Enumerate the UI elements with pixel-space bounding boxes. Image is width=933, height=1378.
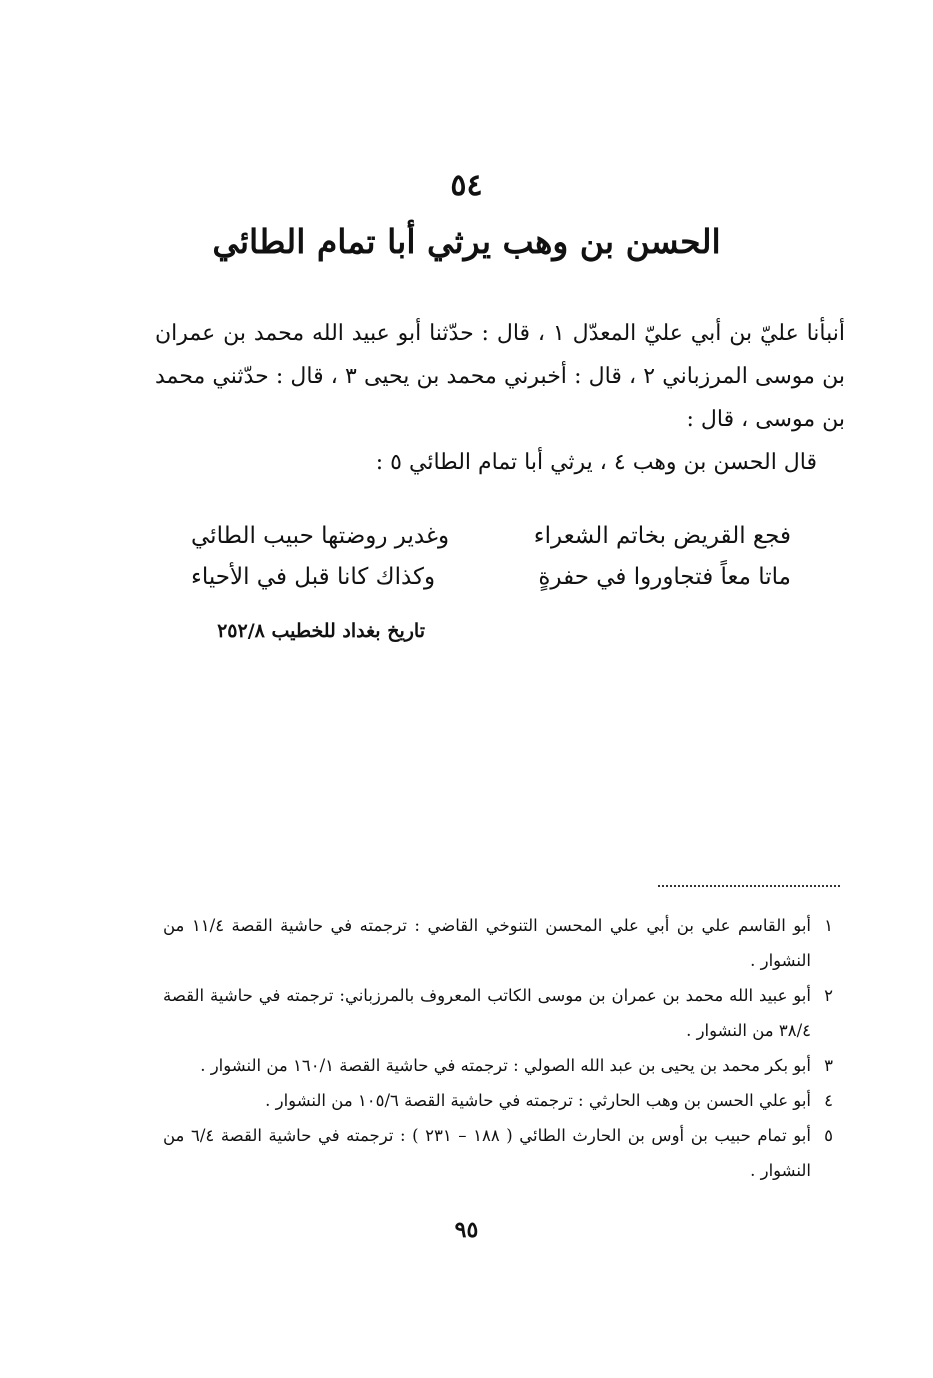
footnote-number: ٢ xyxy=(824,986,833,1005)
source-citation: تاريخ بغداد للخطيب ٢٥٢/٨ xyxy=(217,620,425,642)
story-title: الحسن بن وهب يرثي أبا تمام الطائي xyxy=(212,222,721,261)
footnote-number: ٥ xyxy=(824,1126,833,1145)
footnote-text: أبو القاسم علي بن أبي علي المحسن التنوخي القاضي : ترجمته في حاشية القصة ١١/٤ من النشوار . xyxy=(163,916,811,970)
isnad-paragraph: أنبأنا عليّ بن أبي عليّ المعدّل ١ ، قال : حدّثنا أبو عبيد الله محمد بن عمران بن موسى المرزباني ٢ ، قال : أخبرني محمد بن يحيى ٣ ، قال : حدّثني محمد بن موسى ، قال : xyxy=(155,321,845,432)
verse-second-hemistich: وغدير روضتها حبيب الطائي xyxy=(191,523,450,549)
footnote-number: ٣ xyxy=(824,1056,833,1075)
poem xyxy=(191,516,791,598)
footnote-text: أبو تمام حبيب بن أوس بن الحارث الطائي ( ١٨٨ – ٢٣١ ) : ترجمته في حاشية القصة ٦/٤ من النشوار . xyxy=(163,1126,811,1180)
footnote-text: أبو عبيد الله محمد بن عمران بن موسى الكاتب المعروف بالمرزباني: ترجمته في حاشية القصة ٣٨/٤ من النشوار . xyxy=(163,986,811,1040)
footnote xyxy=(163,908,833,978)
footnote xyxy=(163,1048,833,1083)
footnote xyxy=(163,1083,833,1118)
verse xyxy=(191,557,791,598)
verse-first-hemistich: فجع القريض بخاتم الشعراء xyxy=(533,523,791,549)
footnote-divider xyxy=(658,885,840,887)
footnote xyxy=(163,1118,833,1188)
verse xyxy=(191,516,791,557)
isnad-block xyxy=(155,312,845,484)
footnotes xyxy=(163,908,833,1188)
verse-first-hemistich: ماتا معاً فتجاوروا في حفرةٍ xyxy=(538,564,791,590)
verse-second-hemistich: وكذاك كانا قبل في الأحياء xyxy=(191,564,436,590)
footnote xyxy=(163,978,833,1048)
story-number: ٥٤ xyxy=(450,168,483,203)
poem-intro: قال الحسن بن وهب ٤ ، يرثي أبا تمام الطائي ٥ : xyxy=(375,450,817,475)
footnote-text: أبو علي الحسن بن وهب الحارثي : ترجمته في حاشية القصة ١٠٥/٦ من النشوار . xyxy=(265,1091,811,1110)
footnote-number: ٤ xyxy=(824,1091,833,1110)
footnote-number: ١ xyxy=(824,916,833,935)
footnote-text: أبو بكر محمد بن يحيى بن عبد الله الصولي : ترجمته في حاشية القصة ١٦٠/١ من النشوار . xyxy=(200,1056,811,1075)
page-number: ٩٥ xyxy=(454,1217,479,1243)
